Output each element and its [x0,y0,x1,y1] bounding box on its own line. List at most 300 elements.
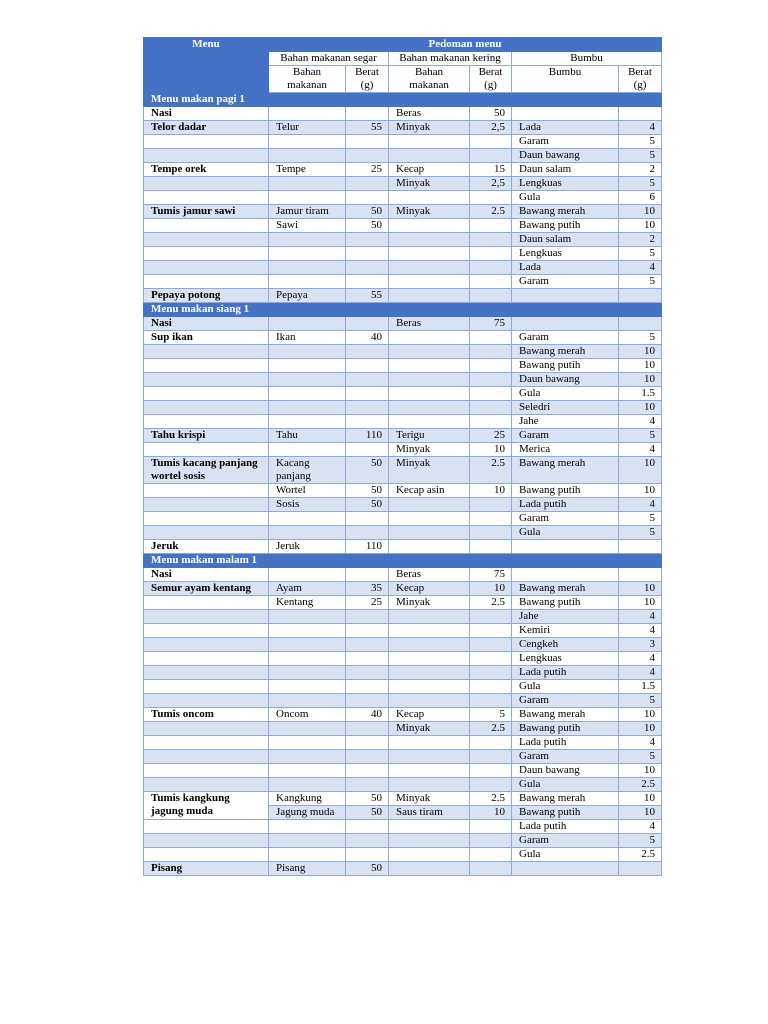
cell-bumbu: Gula [512,680,619,694]
table-row [144,568,662,582]
table-row [144,484,662,498]
cell-berat-segar [346,401,389,415]
cell-berat-bumbu: 4 [619,261,662,275]
cell-berat-bumbu: 6 [619,191,662,205]
cell-bumbu: Bawang putih [512,359,619,373]
cell-bahan-kering [389,610,470,624]
cell-berat-segar [346,387,389,401]
cell-bahan-segar: Telur [269,121,346,135]
cell-menu [144,247,269,261]
table-row [144,792,662,806]
cell-berat-segar [346,736,389,750]
table-row [144,401,662,415]
cell-bahan-segar: Kentang [269,596,346,610]
cell-bahan-segar [269,680,346,694]
cell-menu [144,610,269,624]
cell-bahan-segar: Pepaya [269,289,346,303]
table-row [144,135,662,149]
cell-menu [144,275,269,289]
header-bahan-segar: Bahan makanan segar [269,52,389,66]
cell-berat-kering: 2.5 [470,722,512,736]
cell-bumbu: Bawang merah [512,792,619,806]
cell-berat-kering [470,834,512,848]
cell-berat-kering [470,345,512,359]
col-header-berat-bumbu: Berat (g) [619,66,662,93]
cell-bumbu: Bawang merah [512,582,619,596]
table-row [144,526,662,540]
header-row-1 [144,38,662,52]
cell-menu [144,373,269,387]
cell-berat-kering: 2.5 [470,457,512,484]
cell-bumbu [512,862,619,876]
cell-berat-kering: 75 [470,317,512,331]
cell-bumbu: Garam [512,694,619,708]
cell-bahan-kering: Minyak [389,457,470,484]
cell-bahan-kering [389,680,470,694]
cell-menu: Tahu krispi [144,429,269,443]
cell-berat-kering [470,750,512,764]
cell-berat-kering: 10 [470,443,512,457]
cell-menu: Tumis kacang panjang wortel sosis [144,457,269,484]
cell-bahan-kering: Minyak [389,205,470,219]
cell-menu [144,638,269,652]
table-row [144,457,662,484]
cell-menu: Tumis oncom [144,708,269,722]
cell-berat-kering [470,764,512,778]
table-row [144,177,662,191]
cell-berat-segar [346,820,389,834]
cell-bumbu: Seledri [512,401,619,415]
cell-berat-segar [346,722,389,736]
cell-berat-segar [346,443,389,457]
cell-bumbu: Lada putih [512,666,619,680]
table-row [144,736,662,750]
cell-bahan-segar [269,443,346,457]
cell-bahan-kering: Saus tiram [389,806,470,820]
header-bahan-kering: Bahan makanan kering [389,52,512,66]
cell-menu: Tumis kangkung jagung muda [144,792,269,820]
cell-bumbu: Bawang putih [512,219,619,233]
cell-bahan-segar: Kacang panjang [269,457,346,484]
table-row [144,163,662,177]
cell-bahan-kering [389,778,470,792]
table-row [144,694,662,708]
cell-bahan-kering: Beras [389,568,470,582]
cell-bahan-kering: Beras [389,317,470,331]
cell-berat-segar [346,624,389,638]
cell-berat-kering [470,191,512,205]
cell-berat-bumbu: 5 [619,135,662,149]
cell-bahan-kering [389,233,470,247]
table-row [144,359,662,373]
cell-berat-bumbu: 5 [619,694,662,708]
cell-berat-bumbu: 10 [619,806,662,820]
cell-bahan-kering: Minyak [389,443,470,457]
cell-berat-segar: 50 [346,457,389,484]
cell-berat-segar: 25 [346,596,389,610]
diet-menu-table [143,37,662,876]
cell-bahan-kering [389,834,470,848]
table-row [144,191,662,205]
cell-berat-bumbu: 2 [619,163,662,177]
cell-bahan-kering [389,345,470,359]
table-row [144,233,662,247]
cell-berat-kering [470,387,512,401]
table-row [144,443,662,457]
cell-berat-bumbu: 5 [619,247,662,261]
cell-bumbu: Kemiri [512,624,619,638]
cell-bahan-kering: Terigu [389,429,470,443]
cell-berat-kering [470,359,512,373]
cell-berat-kering: 75 [470,568,512,582]
cell-bahan-kering [389,512,470,526]
cell-berat-kering [470,540,512,554]
cell-bahan-kering [389,862,470,876]
cell-berat-bumbu: 5 [619,834,662,848]
cell-berat-segar [346,107,389,121]
cell-bahan-segar [269,820,346,834]
table-row [144,247,662,261]
cell-bahan-segar [269,638,346,652]
cell-bumbu: Lada [512,261,619,275]
cell-berat-bumbu: 10 [619,582,662,596]
cell-berat-bumbu: 2.5 [619,778,662,792]
cell-bahan-kering [389,540,470,554]
cell-bumbu: Merica [512,443,619,457]
cell-menu [144,680,269,694]
cell-berat-segar: 40 [346,331,389,345]
cell-berat-kering [470,149,512,163]
cell-bahan-kering: Minyak [389,722,470,736]
cell-berat-segar [346,610,389,624]
cell-bumbu [512,107,619,121]
table-row [144,610,662,624]
cell-bumbu: Garam [512,135,619,149]
cell-bumbu: Garam [512,331,619,345]
cell-menu [144,345,269,359]
cell-berat-kering [470,778,512,792]
cell-bumbu: Gula [512,526,619,540]
cell-berat-segar: 25 [346,163,389,177]
table-body [144,93,662,876]
cell-berat-segar: 55 [346,121,389,135]
table-row [144,205,662,219]
cell-menu: Jeruk [144,540,269,554]
cell-bahan-segar [269,261,346,275]
cell-berat-bumbu: 10 [619,401,662,415]
cell-berat-bumbu: 5 [619,429,662,443]
cell-menu [144,512,269,526]
cell-menu [144,750,269,764]
cell-bahan-segar [269,652,346,666]
cell-berat-kering: 2.5 [470,205,512,219]
cell-bahan-kering: Kecap [389,708,470,722]
cell-berat-kering [470,219,512,233]
cell-berat-bumbu [619,317,662,331]
cell-berat-bumbu: 4 [619,121,662,135]
cell-bahan-segar [269,415,346,429]
cell-menu [144,191,269,205]
cell-menu [144,233,269,247]
cell-berat-bumbu: 5 [619,526,662,540]
cell-bumbu: Garam [512,429,619,443]
cell-bahan-kering [389,373,470,387]
cell-berat-bumbu: 10 [619,596,662,610]
cell-bahan-segar: Pisang [269,862,346,876]
cell-bahan-segar [269,666,346,680]
section-title-row [144,554,662,568]
cell-bahan-segar [269,373,346,387]
cell-bumbu: Gula [512,778,619,792]
cell-berat-bumbu: 1.5 [619,680,662,694]
cell-berat-segar [346,275,389,289]
cell-bahan-segar [269,191,346,205]
cell-bahan-segar [269,694,346,708]
cell-bumbu: Daun salam [512,163,619,177]
cell-menu [144,848,269,862]
cell-bahan-kering [389,135,470,149]
cell-bahan-kering [389,666,470,680]
cell-berat-kering [470,401,512,415]
cell-berat-bumbu: 10 [619,373,662,387]
cell-menu: Semur ayam kentang [144,582,269,596]
cell-bumbu: Lada putih [512,820,619,834]
cell-bahan-segar [269,275,346,289]
cell-bumbu: Garam [512,750,619,764]
cell-bahan-segar [269,778,346,792]
cell-bahan-segar [269,345,346,359]
cell-bahan-kering [389,415,470,429]
cell-bahan-kering [389,149,470,163]
cell-bahan-kering [389,526,470,540]
cell-berat-kering: 10 [470,582,512,596]
table-row [144,289,662,303]
cell-berat-segar: 110 [346,540,389,554]
cell-bahan-segar [269,247,346,261]
cell-berat-segar [346,415,389,429]
cell-berat-bumbu: 5 [619,275,662,289]
cell-bahan-kering [389,359,470,373]
cell-berat-segar [346,345,389,359]
cell-bahan-kering [389,498,470,512]
cell-menu [144,261,269,275]
cell-berat-bumbu: 5 [619,149,662,163]
cell-berat-kering [470,331,512,345]
cell-bahan-kering: Kecap [389,582,470,596]
cell-menu [144,387,269,401]
cell-berat-kering: 2.5 [470,792,512,806]
cell-bahan-segar [269,764,346,778]
cell-bahan-kering: Kecap asin [389,484,470,498]
cell-menu [144,443,269,457]
cell-berat-segar [346,568,389,582]
col-header-berat-kering: Berat (g) [470,66,512,93]
cell-bumbu: Garam [512,834,619,848]
cell-bahan-kering [389,694,470,708]
table-row [144,638,662,652]
cell-berat-segar [346,526,389,540]
cell-berat-kering: 2,5 [470,121,512,135]
cell-bahan-segar [269,401,346,415]
cell-menu [144,359,269,373]
cell-bahan-segar [269,610,346,624]
col-header-bumbu: Bumbu [512,66,619,93]
cell-bumbu: Daun salam [512,233,619,247]
cell-bahan-segar [269,512,346,526]
cell-menu: Nasi [144,317,269,331]
table-row [144,373,662,387]
table-row [144,834,662,848]
cell-berat-kering: 2.5 [470,596,512,610]
cell-bahan-kering [389,638,470,652]
cell-berat-kering [470,247,512,261]
cell-berat-kering: 15 [470,163,512,177]
table-row [144,750,662,764]
cell-bumbu: Daun bawang [512,149,619,163]
cell-bahan-kering [389,289,470,303]
cell-bahan-kering [389,219,470,233]
cell-bahan-segar [269,736,346,750]
cell-bahan-segar: Ikan [269,331,346,345]
cell-berat-kering [470,289,512,303]
cell-berat-segar [346,652,389,666]
cell-bahan-segar [269,568,346,582]
cell-bahan-segar: Wortel [269,484,346,498]
cell-berat-kering [470,261,512,275]
cell-bahan-kering: Beras [389,107,470,121]
cell-berat-bumbu: 10 [619,764,662,778]
cell-menu [144,666,269,680]
cell-bahan-segar [269,526,346,540]
cell-menu: Tumis jamur sawi [144,205,269,219]
cell-berat-bumbu: 10 [619,708,662,722]
section-title-row [144,93,662,107]
cell-bahan-kering: Minyak [389,596,470,610]
cell-bumbu: Gula [512,848,619,862]
cell-berat-bumbu: 5 [619,331,662,345]
cell-bumbu: Lada putih [512,498,619,512]
cell-bahan-segar: Jeruk [269,540,346,554]
cell-bahan-segar [269,750,346,764]
cell-bumbu: Gula [512,387,619,401]
cell-berat-bumbu [619,568,662,582]
cell-berat-segar [346,317,389,331]
cell-menu [144,736,269,750]
cell-berat-kering [470,666,512,680]
section-title: Menu makan pagi 1 [144,93,662,107]
cell-berat-kering [470,848,512,862]
table-row [144,219,662,233]
cell-menu [144,498,269,512]
cell-berat-segar [346,848,389,862]
cell-bumbu: Bawang putih [512,596,619,610]
cell-menu [144,624,269,638]
cell-menu [144,401,269,415]
cell-bumbu: Jahe [512,415,619,429]
table-row [144,722,662,736]
cell-berat-segar [346,764,389,778]
cell-berat-kering [470,498,512,512]
cell-berat-kering [470,694,512,708]
cell-berat-segar [346,135,389,149]
cell-berat-bumbu: 4 [619,736,662,750]
cell-berat-bumbu: 2 [619,233,662,247]
table-row [144,498,662,512]
cell-berat-bumbu: 10 [619,457,662,484]
table-row [144,848,662,862]
cell-berat-kering: 25 [470,429,512,443]
table-row [144,764,662,778]
cell-bahan-segar: Ayam [269,582,346,596]
cell-bahan-segar [269,848,346,862]
table-row [144,862,662,876]
cell-bumbu: Bawang putih [512,722,619,736]
cell-bumbu [512,317,619,331]
cell-berat-bumbu: 10 [619,219,662,233]
cell-berat-kering [470,638,512,652]
cell-bahan-segar [269,834,346,848]
cell-bumbu: Lada putih [512,736,619,750]
cell-bumbu: Bawang putih [512,806,619,820]
cell-berat-bumbu: 10 [619,484,662,498]
cell-berat-segar: 50 [346,792,389,806]
cell-bahan-segar: Jamur tiram [269,205,346,219]
cell-bumbu: Jahe [512,610,619,624]
cell-berat-bumbu: 4 [619,498,662,512]
cell-berat-segar [346,177,389,191]
cell-bahan-segar [269,722,346,736]
cell-menu [144,652,269,666]
cell-berat-kering: 2,5 [470,177,512,191]
cell-berat-segar: 110 [346,429,389,443]
table-row [144,680,662,694]
cell-bahan-segar [269,233,346,247]
cell-berat-segar [346,261,389,275]
cell-berat-segar [346,680,389,694]
cell-berat-kering: 5 [470,708,512,722]
cell-bahan-kering: Minyak [389,121,470,135]
cell-bahan-kering: Kecap [389,163,470,177]
cell-bahan-kering [389,848,470,862]
cell-berat-segar [346,373,389,387]
cell-berat-kering [470,680,512,694]
cell-bahan-segar [269,317,346,331]
cell-bahan-segar: Sawi [269,219,346,233]
cell-berat-segar: 35 [346,582,389,596]
cell-menu [144,484,269,498]
table-row [144,415,662,429]
cell-bumbu: Lengkuas [512,177,619,191]
cell-berat-kering [470,652,512,666]
cell-bahan-kering [389,261,470,275]
cell-berat-bumbu [619,862,662,876]
cell-bahan-segar: Oncom [269,708,346,722]
cell-bahan-kering [389,331,470,345]
cell-menu: Telor dadar [144,121,269,135]
cell-berat-segar: 55 [346,289,389,303]
cell-berat-segar: 50 [346,862,389,876]
cell-bahan-kering [389,750,470,764]
cell-berat-bumbu: 4 [619,820,662,834]
table-row [144,275,662,289]
cell-berat-bumbu: 10 [619,345,662,359]
cell-berat-segar [346,638,389,652]
table-row [144,652,662,666]
cell-bumbu: Bawang merah [512,457,619,484]
cell-bumbu: Garam [512,275,619,289]
table-row [144,708,662,722]
cell-berat-kering [470,415,512,429]
